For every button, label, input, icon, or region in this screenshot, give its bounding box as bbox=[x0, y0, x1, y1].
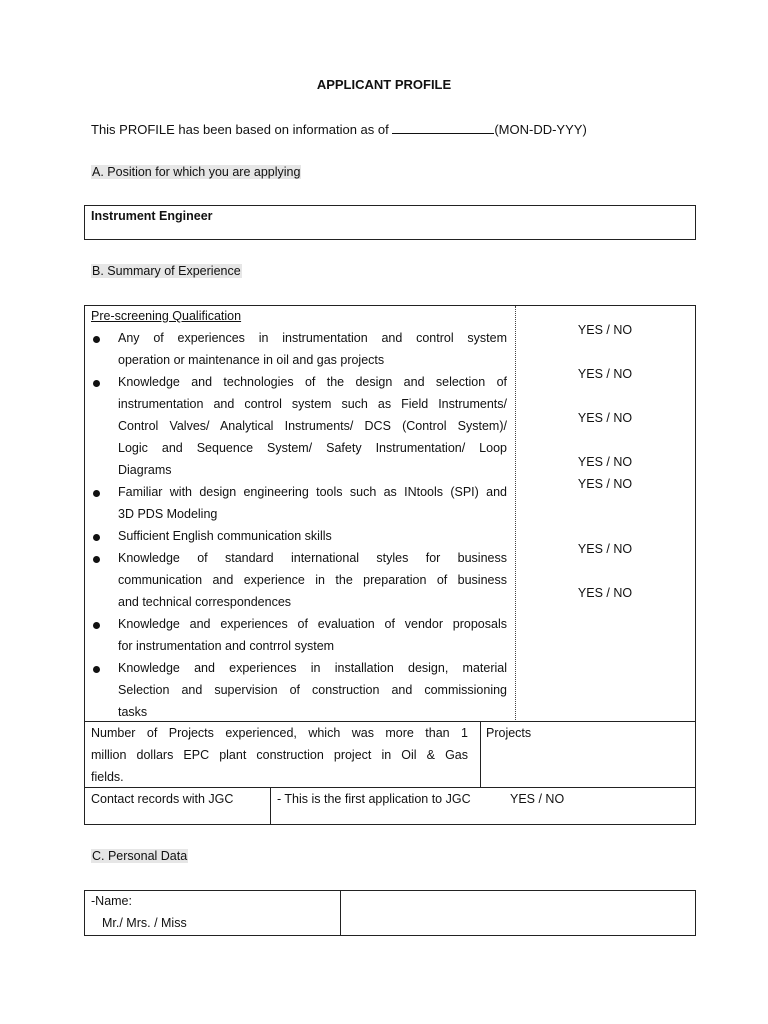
row-divider-projects bbox=[85, 721, 695, 722]
yes-no-option-2[interactable]: YES / NO bbox=[577, 367, 633, 381]
yes-no-option-4[interactable]: YES / NO bbox=[577, 455, 633, 469]
position-value: Instrument Engineer bbox=[91, 209, 213, 223]
name-input-cell[interactable] bbox=[342, 891, 695, 935]
section-c-heading: C. Personal Data bbox=[92, 849, 188, 863]
bullet-3 bbox=[93, 490, 100, 497]
first-application-label: - This is the first application to JGC bbox=[277, 792, 471, 806]
projects-col-divider bbox=[480, 721, 481, 787]
name-label: -Name: bbox=[91, 894, 132, 908]
projects-line-3: fields. bbox=[91, 770, 124, 784]
item-6-line-1: Knowledge and experiences of evaluation of vendor proposals bbox=[118, 617, 507, 631]
date-format: (MON-DD-YYY) bbox=[494, 122, 587, 137]
item-2-line-3: Control Valves/ Analytical Instruments/ DCS (Control System)/ bbox=[118, 419, 507, 433]
item-2-line-2: instrumentation and control system such as Field Instruments/ bbox=[118, 397, 507, 411]
section-b-heading: B. Summary of Experience bbox=[92, 264, 241, 278]
item-2-line-4: Logic and Sequence System/ Safety Instrumentation/ Loop bbox=[118, 441, 507, 455]
yes-no-option-6[interactable]: YES / NO bbox=[577, 542, 633, 556]
name-col-divider bbox=[340, 891, 341, 935]
yes-no-option-3[interactable]: YES / NO bbox=[577, 411, 633, 425]
item-2-line-5: Diagrams bbox=[118, 463, 172, 477]
item-4-line-1: Sufficient English communication skills bbox=[118, 529, 332, 543]
qualification-heading: Pre-screening Qualification bbox=[91, 309, 242, 323]
yes-no-option-5[interactable]: YES / NO bbox=[577, 477, 633, 491]
item-3-line-2: 3D PDS Modeling bbox=[118, 507, 218, 521]
personal-data-table bbox=[84, 890, 696, 936]
date-blank bbox=[392, 121, 494, 134]
row-divider-contact bbox=[85, 787, 695, 788]
yes-no-divider bbox=[515, 306, 516, 720]
bullet-4 bbox=[93, 534, 100, 541]
bullet-2 bbox=[93, 380, 100, 387]
bullet-5 bbox=[93, 556, 100, 563]
item-6-line-2: for instrumentation and contrrol system bbox=[118, 639, 335, 653]
projects-label: Projects bbox=[486, 726, 532, 740]
yes-no-option-1[interactable]: YES / NO bbox=[577, 323, 633, 337]
profile-date-line bbox=[91, 121, 587, 137]
section-a-heading: A. Position for which you are applying bbox=[92, 165, 301, 179]
projects-line-2: million dollars EPC plant construction project in Oil & Gas bbox=[91, 748, 468, 762]
first-application-yes-no[interactable]: YES / NO bbox=[510, 792, 565, 806]
position-box bbox=[84, 205, 696, 240]
bullet-6 bbox=[93, 622, 100, 629]
item-5-line-3: and technical correspondences bbox=[118, 595, 292, 609]
item-7-line-1: Knowledge and experiences in installation design, material bbox=[118, 661, 507, 675]
contact-label: Contact records with JGC bbox=[91, 792, 234, 806]
item-7-line-2: Selection and supervision of construction and commissioning bbox=[118, 683, 507, 697]
projects-line-1: Number of Projects experienced, which was more than 1 bbox=[91, 726, 468, 740]
item-3-line-1: Familiar with design engineering tools such as INtools (SPI) and bbox=[118, 485, 507, 499]
item-7-line-3: tasks bbox=[118, 705, 148, 719]
item-5-line-2: communication and experience in the preparation of business bbox=[118, 573, 507, 587]
yes-no-option-7[interactable]: YES / NO bbox=[577, 586, 633, 600]
item-1-line-1: Any of experiences in instrumentation and control system bbox=[118, 331, 507, 345]
contact-col-divider bbox=[270, 787, 271, 825]
bullet-1 bbox=[93, 336, 100, 343]
name-titles: Mr./ Mrs. / Miss bbox=[102, 916, 187, 930]
intro-text: This PROFILE has been based on information as of bbox=[91, 122, 389, 137]
bullet-7 bbox=[93, 666, 100, 673]
item-1-line-2: operation or maintenance in oil and gas projects bbox=[118, 353, 385, 367]
experience-table bbox=[84, 305, 696, 825]
item-5-line-1: Knowledge of standard international styles for business bbox=[118, 551, 507, 565]
page-title: APPLICANT PROFILE bbox=[316, 77, 452, 92]
item-2-line-1: Knowledge and technologies of the design and selection of bbox=[118, 375, 507, 389]
